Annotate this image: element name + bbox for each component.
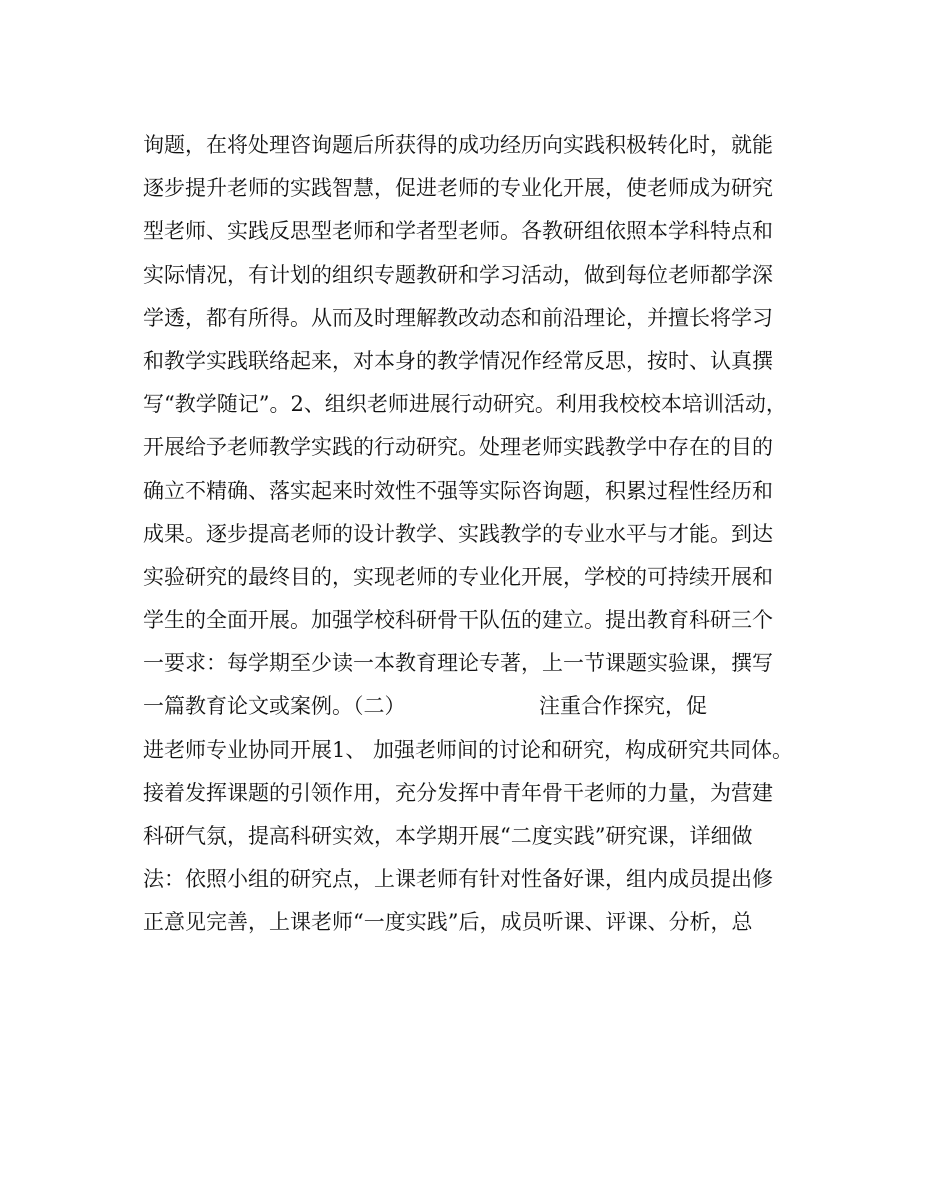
text-line: 实验研究的最终目的，实现老师的专业化开展，学校的可持续开展和 bbox=[143, 564, 773, 589]
text-line: 开展给予老师教学实践的行动研究。处理老师实践教学中存在的目的 bbox=[143, 435, 773, 460]
text-line: 逐步提升老师的实践智慧，促进老师的专业化开展，使老师成为研究 bbox=[143, 176, 773, 201]
text-line: 和教学实践联络起来，对本身的教学情况作经常反思，按时、认真撰 bbox=[143, 348, 773, 373]
text-line: 学生的全面开展。加强学校科研骨干队伍的建立。提出教育科研三个 bbox=[143, 608, 773, 633]
text-line: 科研气氛，提高科研实效，本学期开展“二度实践”研究课，详细做 bbox=[143, 824, 753, 848]
text-line: 型老师、实践反思型老师和学者型老师。各教研组依照本学科特点和 bbox=[143, 219, 773, 244]
text-line: 成果。逐步提高老师的设计教学、实践教学的专业水平与才能。到达 bbox=[143, 521, 773, 546]
text-line: 实际情况，有计划的组织专题教研和学习活动，做到每位老师都学深 bbox=[143, 262, 773, 287]
text-line: 一要求：每学期至少读一本教育理论专著，上一节课题实验课，撰写 bbox=[143, 651, 773, 676]
text-line: 法：依照小组的研究点，上课老师有针对性备好课，组内成员提出修 bbox=[143, 867, 773, 892]
text-line: 询题，在将处理咨询题后所获得的成功经历向实践积极转化时，就能 bbox=[143, 133, 773, 157]
text-line: 接着发挥课题的引领作用，充分发挥中青年骨干老师的力量，为营建 bbox=[143, 780, 773, 805]
text-line: 学透，都有所得。从而及时理解教改动态和前沿理论，并擅长将学习 bbox=[143, 305, 773, 330]
text-line: 确立不精确、落实起来时效性不强等实际咨询题，积累过程性经历和 bbox=[143, 478, 773, 503]
text-line: 正意见完善，上课老师“一度实践”后，成员听课、评课、分析，总 bbox=[143, 910, 753, 935]
text-line: 进老师专业协同开展1、 加强老师间的讨论和研究，构成研究共同体。 bbox=[143, 737, 794, 762]
text-line: 写“教学随记”。2、组织老师进展行动研究。利用我校校本培训活动， bbox=[143, 392, 787, 417]
text-line: 一篇教育论文或案例。（二） 注重合作探究，促 bbox=[143, 694, 708, 719]
body-text bbox=[143, 124, 823, 945]
